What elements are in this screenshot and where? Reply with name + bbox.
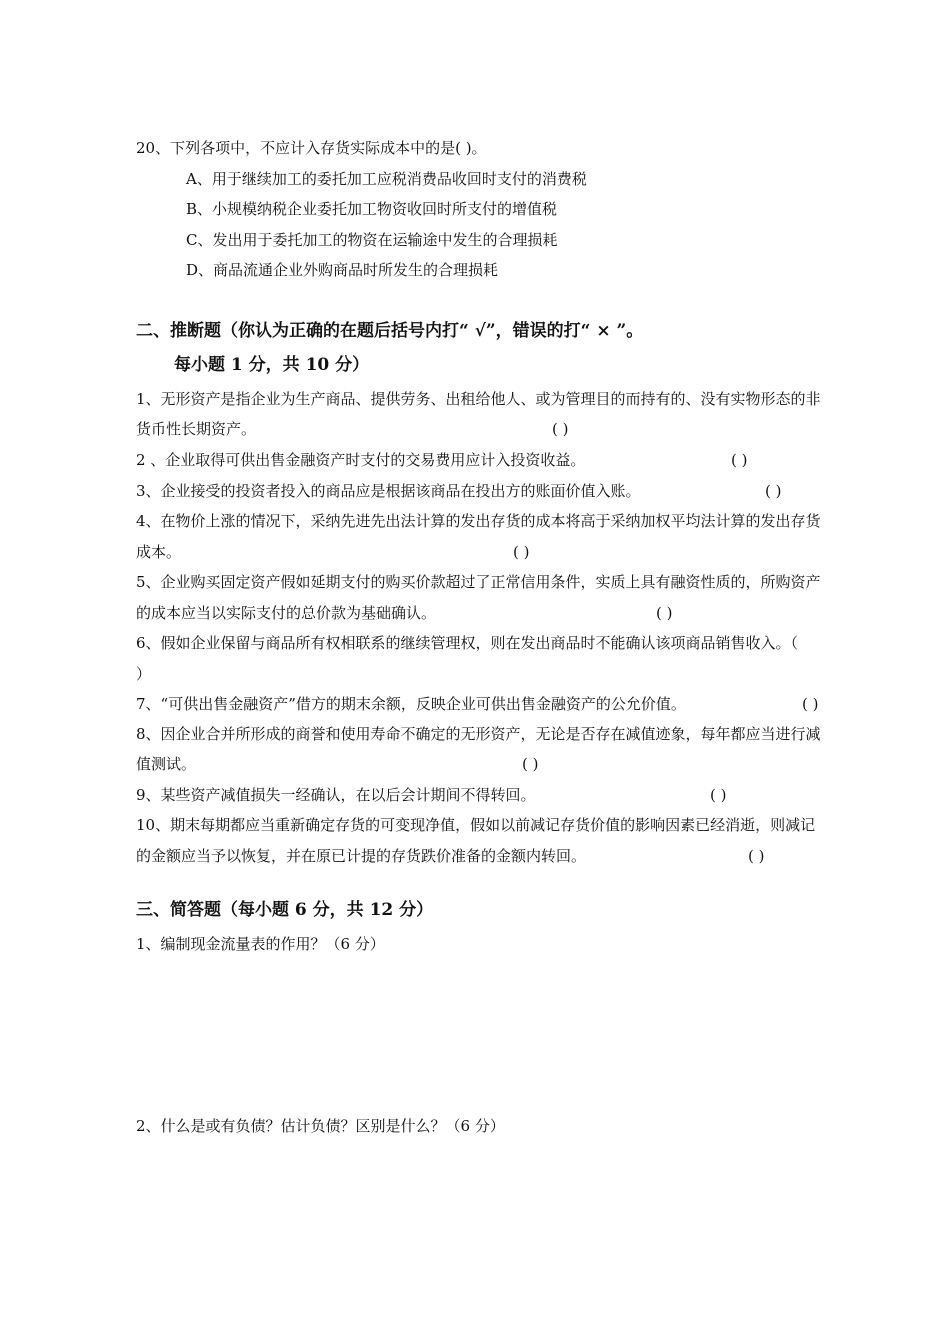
q20-option-d: D、商品流通企业外购商品时所发生的合理损耗 bbox=[186, 261, 499, 279]
judge-item-3: 3、企业接受的投资者投入的商品应是根据该商品在投出方的账面价值入账。 bbox=[136, 482, 641, 500]
judge-item-1-line1: 1、无形资产是指企业为生产商品、提供劳务、出租给他人、或为管理目的而持有的、没有实物形态的非 bbox=[136, 390, 821, 408]
judge-item-8-line2: 值测试。 bbox=[136, 755, 197, 773]
judge-item-6-line1: 6、假如企业保留与商品所有权相联系的继续管理权，则在发出商品时不能确认该项商品销售收入。（ bbox=[136, 634, 799, 652]
short-answer-question-1: 1、编制现金流量表的作用？（6 分） bbox=[136, 935, 385, 953]
judge-item-6-line2: ） bbox=[136, 665, 152, 683]
judge-item-5-line2: 的成本应当以实际支付的总价款为基础确认。 bbox=[136, 604, 437, 622]
q20-option-a: A、用于继续加工的委托加工应税消费品收回时支付的消费税 bbox=[186, 170, 587, 188]
judge-item-5-answer-paren: ( ) bbox=[656, 604, 673, 622]
judge-item-4-line2: 成本。 bbox=[136, 543, 182, 561]
q20-option-b: B、小规模纳税企业委托加工物资收回时所支付的增值税 bbox=[186, 200, 558, 218]
section2-subtitle: 每小题 1 分，共 10 分） bbox=[174, 355, 370, 375]
judge-item-9-answer-paren: ( ) bbox=[710, 786, 727, 804]
judge-item-8-answer-paren: ( ) bbox=[522, 755, 539, 773]
judge-item-10-line2: 的金额应当予以恢复，并在原已计提的存货跌价准备的金额内转回。 bbox=[136, 847, 587, 865]
judge-item-7-answer-paren: ( ) bbox=[802, 695, 819, 713]
judge-item-9: 9、某些资产减值损失一经确认，在以后会计期间不得转回。 bbox=[136, 786, 536, 804]
judge-item-4-answer-paren: ( ) bbox=[513, 543, 530, 561]
section2-title: 二、推断题（你认为正确的在题后括号内打“ √”，错误的打“ × ”。 bbox=[136, 321, 644, 341]
judge-item-1-line2: 货币性长期资产。 bbox=[136, 420, 257, 438]
q20-option-c: C、发出用于委托加工的物资在运输途中发生的合理损耗 bbox=[186, 231, 558, 249]
judge-item-2: 2 、企业取得可供出售金融资产时支付的交易费用应计入投资收益。 bbox=[136, 451, 586, 469]
judge-item-10-answer-paren: ( ) bbox=[748, 847, 765, 865]
short-answer-question-2: 2、什么是或有负债？估计负债？区别是什么？（6 分） bbox=[136, 1117, 505, 1135]
judge-item-2-answer-paren: ( ) bbox=[731, 451, 748, 469]
judge-item-5-line1: 5、企业购买固定资产假如延期支付的购买价款超过了正常信用条件，实质上具有融资性质的，所购资产 bbox=[136, 573, 821, 591]
judge-item-1-answer-paren: ( ) bbox=[552, 420, 569, 438]
judge-item-8-line1: 8、因企业合并所形成的商誉和使用寿命不确定的无形资产，无论是否存在减值迹象，每年都应当进行减 bbox=[136, 725, 821, 743]
judge-item-10-line1: 10、期末每期都应当重新确定存货的可变现净值，假如以前减记存货价值的影响因素已经消逝，则减记 bbox=[136, 816, 816, 834]
judge-item-3-answer-paren: ( ) bbox=[765, 482, 782, 500]
judge-item-7: 7、“可供出售金融资产”借方的期末余额，反映企业可供出售金融资产的公允价值。 bbox=[136, 695, 686, 713]
judge-item-4-line1: 4、在物价上涨的情况下，采纳先进先出法计算的发出存货的成本将高于采纳加权平均法计算的发出存货 bbox=[136, 512, 821, 530]
q20-stem: 20、下列各项中，不应计入存货实际成本中的是( )。 bbox=[136, 139, 487, 157]
section3-title: 三、简答题（每小题 6 分，共 12 分） bbox=[136, 900, 434, 920]
